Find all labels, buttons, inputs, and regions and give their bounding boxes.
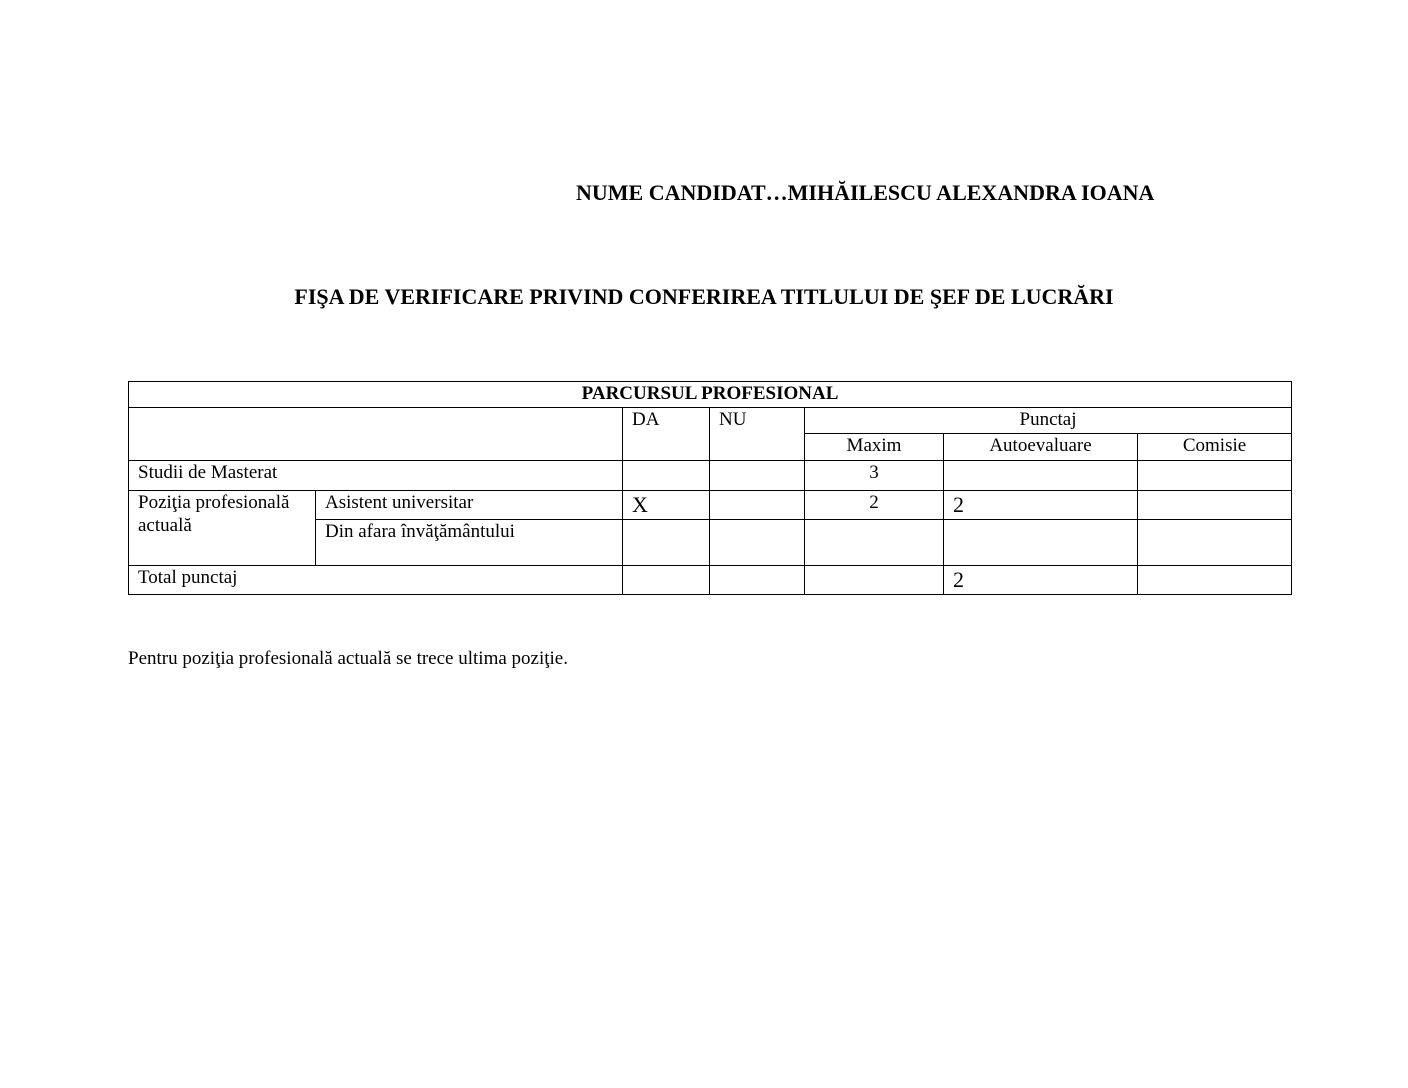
cell-comisie bbox=[1138, 566, 1292, 595]
cell-comisie bbox=[1138, 491, 1292, 520]
cell-autoevaluare: 2 bbox=[944, 566, 1138, 595]
cell-maxim: 3 bbox=[805, 461, 944, 491]
cell-da bbox=[623, 461, 710, 491]
cell-nu bbox=[710, 461, 805, 491]
table-row bbox=[129, 566, 1292, 595]
cell-maxim bbox=[805, 566, 944, 595]
cell-nu bbox=[710, 520, 805, 566]
candidate-name: NUME CANDIDAT…MIHĂILESCU ALEXANDRA IOANA bbox=[576, 180, 1155, 205]
footnote: Pentru poziţia profesională actuală se trece ultima poziţie. bbox=[128, 648, 568, 669]
cell-da: X bbox=[623, 491, 710, 520]
cell-comisie bbox=[1138, 520, 1292, 566]
cell-da bbox=[623, 566, 710, 595]
cell-autoevaluare bbox=[944, 520, 1138, 566]
header-nu: NU bbox=[710, 408, 805, 461]
cell-nu bbox=[710, 491, 805, 520]
row-label-asistent: Asistent universitar bbox=[316, 491, 623, 520]
row-label-pozitia: Poziţia profesională actuală bbox=[129, 491, 316, 566]
table-row bbox=[129, 491, 1292, 520]
cell-autoevaluare bbox=[944, 461, 1138, 491]
verification-table bbox=[128, 381, 1292, 595]
header-blank-cell bbox=[129, 408, 623, 461]
cell-maxim: 2 bbox=[805, 491, 944, 520]
document-title: FIŞA DE VERIFICARE PRIVIND CONFERIREA TITLULUI DE ŞEF DE LUCRĂRI bbox=[294, 284, 1114, 309]
cell-autoevaluare: 2 bbox=[944, 491, 1138, 520]
cell-maxim bbox=[805, 520, 944, 566]
section-header-row bbox=[129, 382, 1292, 408]
header-comisie: Comisie bbox=[1138, 434, 1292, 461]
table-row bbox=[129, 461, 1292, 491]
header-da: DA bbox=[623, 408, 710, 461]
cell-nu bbox=[710, 566, 805, 595]
section-header: PARCURSUL PROFESIONAL bbox=[129, 382, 1292, 408]
row-label-studii: Studii de Masterat bbox=[129, 461, 623, 491]
cell-comisie bbox=[1138, 461, 1292, 491]
header-row-1 bbox=[129, 408, 1292, 434]
row-label-din-afara: Din afara învăţământului bbox=[316, 520, 623, 566]
header-maxim: Maxim bbox=[805, 434, 944, 461]
header-punctaj: Punctaj bbox=[805, 408, 1292, 434]
row-label-total: Total punctaj bbox=[129, 566, 623, 595]
cell-da bbox=[623, 520, 710, 566]
header-autoevaluare: Autoevaluare bbox=[944, 434, 1138, 461]
